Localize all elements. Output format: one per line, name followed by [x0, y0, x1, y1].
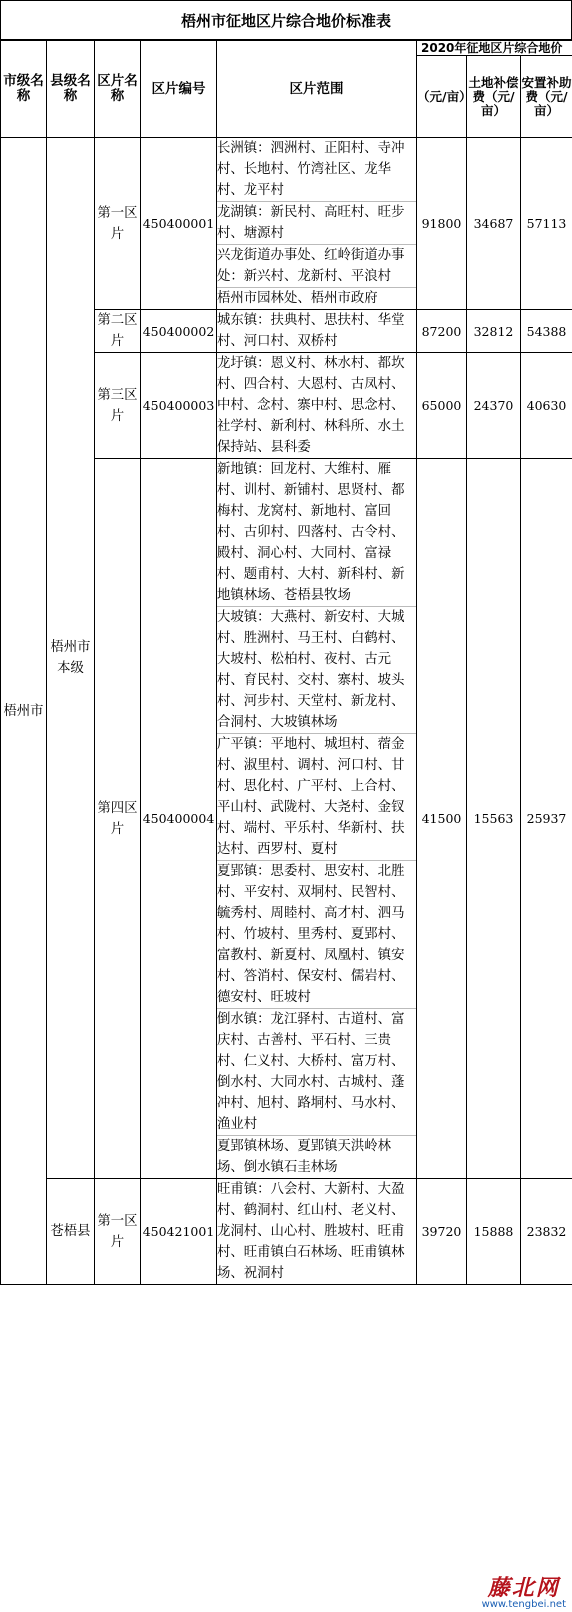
land-comp-cell: 32812	[467, 310, 521, 353]
county-name: 苍梧县	[47, 1179, 95, 1285]
scope-segment: 新地镇：回龙村、大维村、雁村、训村、新铺村、思贤村、都梅村、龙窝村、新地村、富回村、古卯村、四落村、古令村、殿村、洞心村、大同村、富禄村、题甫村、大村、新科村、新地镇林场、苍梧县牧场	[217, 459, 416, 607]
price-cell: 41500	[417, 459, 467, 1179]
land-comp-cell: 15888	[467, 1179, 521, 1285]
price-cell: 39720	[417, 1179, 467, 1285]
land-comp-cell: 24370	[467, 353, 521, 459]
table-row	[1, 138, 572, 310]
header-resettle: 安置补助费（元/亩）	[521, 56, 572, 138]
zone-code: 450400004	[141, 459, 217, 1179]
zone-name: 第三区片	[95, 353, 141, 459]
land-price-table	[0, 40, 572, 1285]
scope-segment: 大坡镇：大燕村、新安村、大城村、胜洲村、马王村、白鹤村、大坡村、松柏村、夜村、古元村、育民村、交村、寨村、坡头村、河步村、天堂村、新龙村、合洞村、大坡镇林场	[217, 607, 416, 734]
scope-segment: 龙湖镇：新民村、高旺村、旺步村、塘源村	[217, 202, 416, 245]
scope-segment: 倒水镇：龙江驿村、古道村、富庆村、古善村、平石村、三贵村、仁义村、大桥村、富万村、倒水村、大同水村、古城村、蓬冲村、旭村、路垌村、马水村、渔业村	[217, 1009, 416, 1136]
watermark-url: www.tengbei.net	[481, 1599, 566, 1610]
zone-code: 450421001	[141, 1179, 217, 1285]
zone-scope	[217, 138, 417, 310]
table-title: 梧州市征地区片综合地价标准表	[0, 0, 572, 40]
header-price: （元/亩）	[417, 56, 467, 138]
scope-segment: 梧州市园林处、梧州市政府	[217, 291, 378, 306]
header-scope: 区片范围	[217, 41, 417, 138]
scope-segment: 龙圩镇：恩义村、林水村、都坎村、四合村、大恩村、古凤村、中村、念村、寨中村、思念村、社学村、新利村、林科所、水土保持站、县科委	[217, 356, 405, 455]
header-land-comp: 土地补偿费（元/亩）	[467, 56, 521, 138]
scope-segment: 夏郢镇林场、夏郢镇天洪岭林场、倒水镇石圭林场	[217, 1139, 392, 1175]
scope-segment: 旺甫镇：八会村、大新村、大盈村、鹤洞村、红山村、老义村、龙洞村、山心村、胜坡村、旺甫村、旺甫镇白石林场、旺甫镇林场、祝洞村	[217, 1182, 405, 1281]
county-name: 梧州市本级	[47, 138, 95, 1179]
zone-scope	[217, 353, 417, 459]
header-city: 市级名称	[1, 41, 47, 138]
resettle-cell: 54388	[521, 310, 572, 353]
zone-name: 第一区片	[95, 138, 141, 310]
land-comp-cell: 15563	[467, 459, 521, 1179]
resettle-cell: 23832	[521, 1179, 572, 1285]
scope-segment: 长洲镇：泗洲村、正阳村、寺冲村、长地村、竹湾社区、龙华村、龙平村	[217, 138, 416, 202]
header-zone: 区片名称	[95, 41, 141, 138]
price-cell: 65000	[417, 353, 467, 459]
zone-scope	[217, 459, 417, 1179]
zone-code: 450400003	[141, 353, 217, 459]
price-cell: 91800	[417, 138, 467, 310]
header-year-group: 2020年征地区片综合地价	[417, 41, 572, 56]
resettle-cell: 25937	[521, 459, 572, 1179]
zone-code: 450400001	[141, 138, 217, 310]
scope-segment: 城东镇：扶典村、思扶村、华堂村、河口村、双桥村	[217, 313, 405, 349]
resettle-cell: 57113	[521, 138, 572, 310]
watermark-logo	[482, 1578, 566, 1610]
zone-scope	[217, 310, 417, 353]
scope-segment: 夏郢镇：思委村、思安村、北胜村、平安村、双垌村、民智村、毓秀村、周睦村、高才村、泗马村、竹坡村、里秀村、夏郢村、富教村、新夏村、凤凰村、镇安村、答消村、保安村、儒岩村、德安村、旺坡村	[217, 861, 416, 1009]
zone-name: 第二区片	[95, 310, 141, 353]
header-code: 区片编号	[141, 41, 217, 138]
table-row	[1, 1179, 572, 1285]
price-cell: 87200	[417, 310, 467, 353]
city-name: 梧州市	[1, 138, 47, 1285]
watermark-logo-text: 藤北网	[487, 1576, 560, 1601]
scope-segment: 兴龙街道办事处、红岭街道办事处：新兴村、龙新村、平浪村	[217, 245, 416, 288]
land-comp-cell: 34687	[467, 138, 521, 310]
scope-segment: 广平镇：平地村、城坦村、蓿金村、淑里村、调村、河口村、甘村、思化村、广平村、上合村、平山村、武陇村、大尧村、金钗村、端村、平乐村、华新村、扶达村、西罗村、夏村	[217, 734, 416, 861]
zone-name: 第一区片	[95, 1179, 141, 1285]
zone-code: 450400002	[141, 310, 217, 353]
zone-name: 第四区片	[95, 459, 141, 1179]
zone-scope	[217, 1179, 417, 1285]
header-county: 县级名称	[47, 41, 95, 138]
resettle-cell: 40630	[521, 353, 572, 459]
